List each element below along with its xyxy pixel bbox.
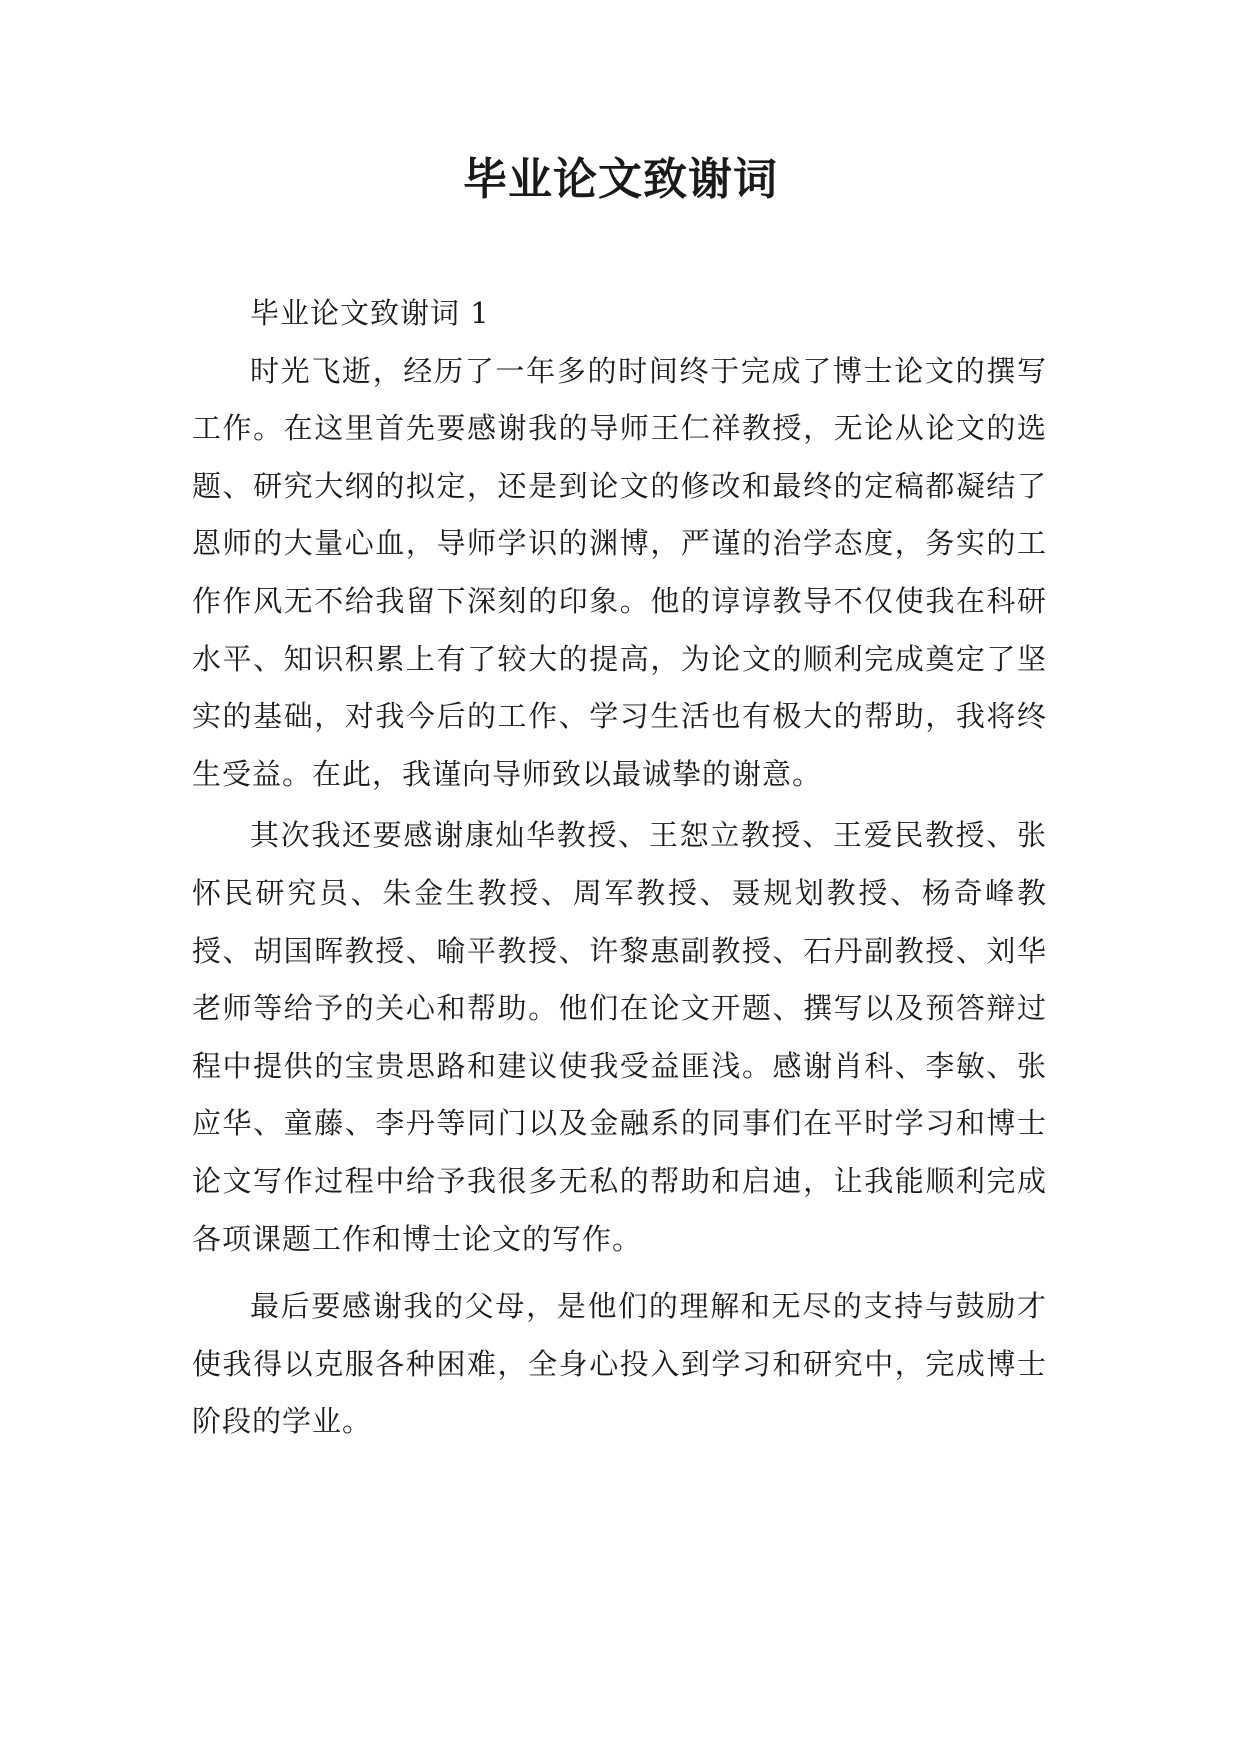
paragraph-parents-thanks: 最后要感谢我的父母，是他们的理解和无尽的支持与鼓励才使我得以克服各种困难，全身心投入到学习和研究中，完成博士阶段的学业。 [192,1289,1047,1439]
paragraph-faculty-thanks: 其次我还要感谢康灿华教授、王恕立教授、王爱民教授、张怀民研究员、朱金生教授、周军教授、聂规划教授、杨奇峰教授、胡国晖教授、喻平教授、许黎惠副教授、石丹副教授、刘华老师等给予的关心和帮助。他们在论文开题、撰写以及预答辩过程中提供的宝贵思路和建议使我受益匪浅。感谢肖科、李敏、张应华、童藤、李丹等同门以及金融系的同事们在平时学习和博士论文写作过程中给予我很多无私的帮助和启迪，让我能顺利完成各项课题工作和博士论文的写作。 [192,818,1047,1256]
document-title: 毕业论文致谢词 [463,154,778,205]
section-heading: 毕业论文致谢词 1 [250,296,490,330]
document-body [192,285,1047,1451]
paragraph-advisor-thanks: 时光飞逝，经历了一年多的时间终于完成了博士论文的撰写工作。在这里首先要感谢我的导师王仁祥教授，无论从论文的选题、研究大纲的拟定，还是到论文的修改和最终的定稿都凝结了恩师的大量心血，导师学识的渊博，严谨的治学态度，务实的工作作风无不给我留下深刻的印象。他的谆谆教导不仅使我在科研水平、知识积累上有了较大的提高，为论文的顺利完成奠定了坚实的基础，对我今后的工作、学习生活也有极大的帮助，我将终生受益。在此，我谨向导师致以最诚挚的谢意。 [192,353,1047,791]
